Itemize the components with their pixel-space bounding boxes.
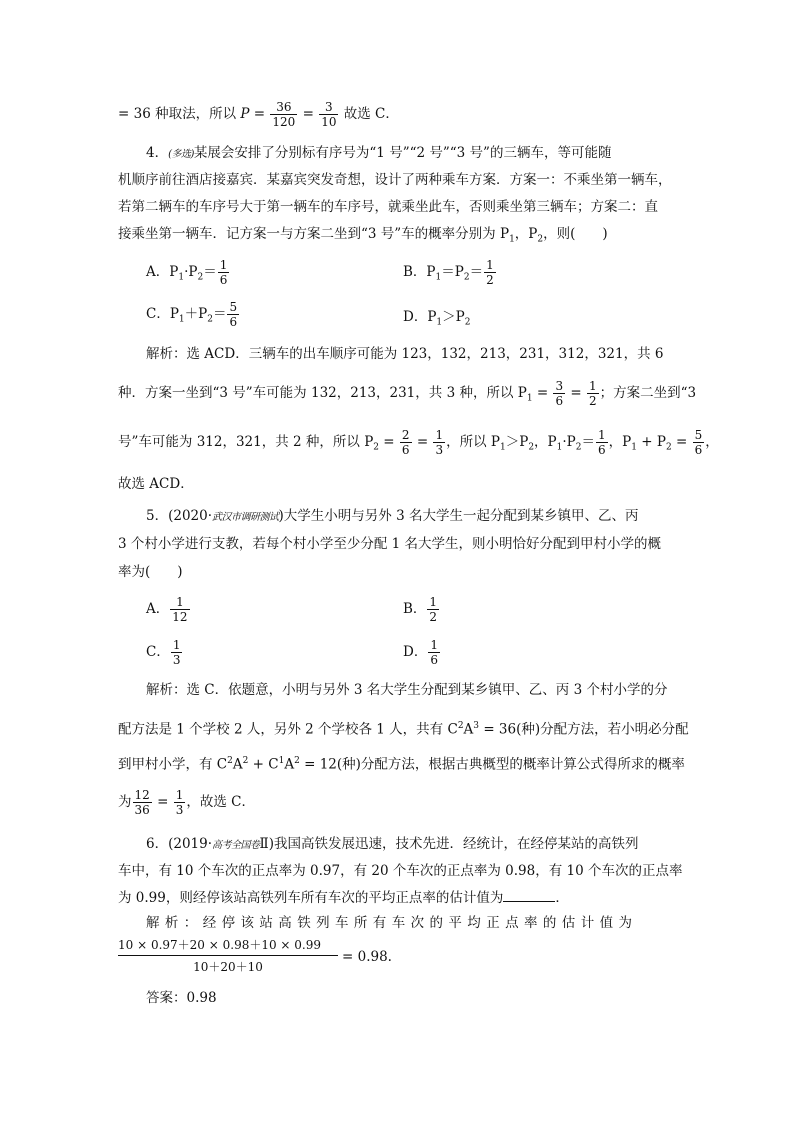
q5-option-c: C． $\frac{1}{3}$: [146, 638, 181, 667]
q5-option-d: D． $\frac{1}{6}$: [403, 638, 438, 667]
q4-line-1: 4．(多选)某展会安排了分别标有序号为“1 号”“2 号”“3 号”的三辆车，等可能随: [146, 145, 612, 161]
q5-solution-4: 为 $\frac{12}{36}$ = $\frac{1}{3}$ ，故选 C．: [118, 788, 255, 817]
q5-line-2: 3 个村小学进行支教，若每个村小学至少分配 1 名大学生，则小明恰好分配到甲村小学的概: [118, 536, 662, 552]
q4-option-a: A．$P_1\cdot P_2=$ $\frac{1}{6}$: [146, 258, 228, 287]
q6-line-2: 车中，有 10 个车次的正点率为 0.97，有 20 个车次的正点率为 0.98，有 10 个车次的正点率: [118, 863, 683, 879]
answer-blank: [503, 889, 555, 902]
q3-conclusion: = 36 种取法，所以 P = $\frac{36}{120}$ = $\frac{3}{10}$ 故选 C．: [118, 100, 399, 129]
q6-solution-result: = 0.98.: [342, 949, 392, 965]
q6-line-3: 为 0.99，则经停该站高铁列车所有车次的平均正点率的估计值为 ．: [118, 890, 569, 906]
fraction: $\frac{36}{120}$: [272, 100, 296, 129]
q6-solution-1: 解析：经停该站高铁列车所有车次的平均正点率的估计值为: [146, 915, 638, 931]
q4-option-d: D．$P_1>P_2$: [403, 309, 471, 328]
q4-line-4: 接乘坐第一辆车．记方案一与方案二坐到“3 号”车的概率分别为 $P_1$，$P_2$，则( ): [118, 226, 608, 245]
q4-line-2: 机顺序前往酒店接嘉宾．某嘉宾突发奇想，设计了两种乘车方案．方案一：不乘坐第一辆车，: [118, 172, 672, 188]
q4-option-b: B．$P_1=P_2=$ $\frac{1}{2}$: [403, 258, 494, 287]
q5-line-1: 5．(2020·武汉市调研测试)大学生小明与另外 3 名大学生一起分配到某乡镇甲、乙、丙: [146, 508, 639, 524]
q4-solution-2: 种．方案一坐到“3 号”车可能为 132，213，231，共 3 种，所以 $P_1$ = $\frac{3}{6}$ = $\frac{1}{2}$ ；方案二坐到“3: [118, 379, 697, 408]
question-tag: (多选): [168, 149, 194, 160]
q6-answer: 答案：0.98: [146, 990, 217, 1006]
q5-line-3: 率为( ): [118, 564, 183, 580]
q4-line-3: 若第二辆车的车序号大于第一辆车的车序号，就乘坐此车，否则乘坐第三辆车；方案二：直: [118, 199, 658, 215]
q5-option-b: B． $\frac{1}{2}$: [403, 595, 438, 624]
q6-solution-fraction: 10 × 0.97＋20 × 0.98＋10 × 0.99 10＋20＋10: [118, 936, 338, 975]
q5-option-a: A． $\frac{1}{12}$: [146, 595, 188, 624]
q6-line-1: 6．(2019·高考全国卷Ⅱ)我国高铁发展迅速，技术先进．经统计，在经停某站的高铁列: [146, 836, 639, 852]
q4-solution-4: 故选 ACD．: [118, 476, 194, 492]
question-tag: 高考全国卷: [212, 840, 260, 851]
q5-solution-1: 解析：选 C．依题意，小明与另外 3 名大学生分配到某乡镇甲、乙、丙 3 个村小学的分: [146, 682, 668, 698]
q4-option-c: C．$P_1+P_2=$ $\frac{5}{6}$: [146, 300, 238, 329]
q4-solution-3: 号”车可能为 312，321，共 2 种，所以 $P_2$ = $\frac{2}{6}$ = $\frac{1}{3}$ ，所以 $P_1>P_2$，$P_1\cdot P_2=$ $\frac{1}{6}$ ，$P_1 + P_2$ = $\frac{5}{6}$ ，: [118, 428, 719, 457]
q4-solution-1: 解析：选 ACD．三辆车的出车顺序可能为 123，132，213，231，312，321，共 6: [146, 346, 664, 362]
question-tag: 武汉市调研测试: [212, 512, 279, 523]
q5-solution-2: 配方法是 1 个学校 2 人，另外 2 个学校各 1 人，共有 $C^2A^3 = 36$(种)分配方法，若小明必分配: [118, 721, 689, 738]
q5-solution-3: 到甲村小学，有 $C^2A^2 + C^1A^2 = 12$(种)分配方法，根据古典概型的概率计算公式得所求的概率: [118, 756, 685, 773]
fraction: $\frac{3}{10}$: [321, 100, 337, 129]
